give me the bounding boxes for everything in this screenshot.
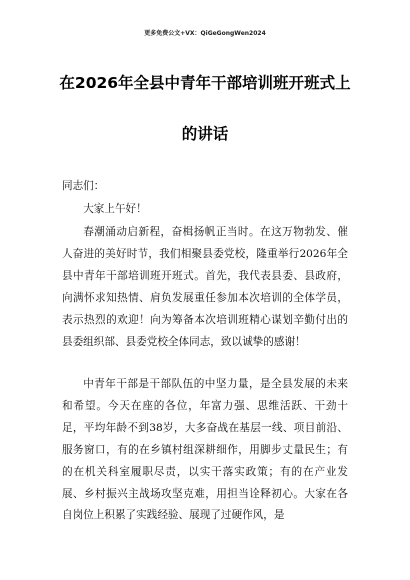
greeting: 大家上午好！ (83, 203, 147, 215)
paragraph-1: 春潮涌动启新程，奋楫扬帆正当时。在这万物勃发、催人奋进的美好时节，我们相聚县委党校，隆重举行2026年全县中青年干部培训班开班式。首先，我代表县委、县政府，向满怀求知热情、肩负发展重任参加本次培训的全体学员，表示热烈的欢迎！向为筹备本次培训班精心谋划辛勤付出的县委组织部、县委党校全体同志，致以诚挚的感谢！ (62, 226, 348, 348)
document-title-line1: 在2026年全县中青年干部培训班开班式上 (59, 74, 351, 92)
document-title-line2: 的讲话 (181, 125, 229, 143)
paragraph-2: 中青年干部是干部队伍的中坚力量，是全县发展的未来和希望。今天在座的各位，年富力强、思维活跃、干劲十足，平均年龄不到38岁，大多奋战在基层一线、项目前沿、服务窗口，有的在乡镇村组深耕细作，用脚步丈量民生；有的在机关科室履职尽责，以实干落实政策；有的在产业发展、乡村振兴主战场攻坚克难，用担当诠释初心。大家在各自岗位上积累了实践经验、展现了过硬作风，是 (62, 378, 348, 522)
header-note: 更多免费公文+VX：QiGeGongWen2024 (144, 30, 266, 37)
salutation: 同志们： (62, 180, 105, 192)
